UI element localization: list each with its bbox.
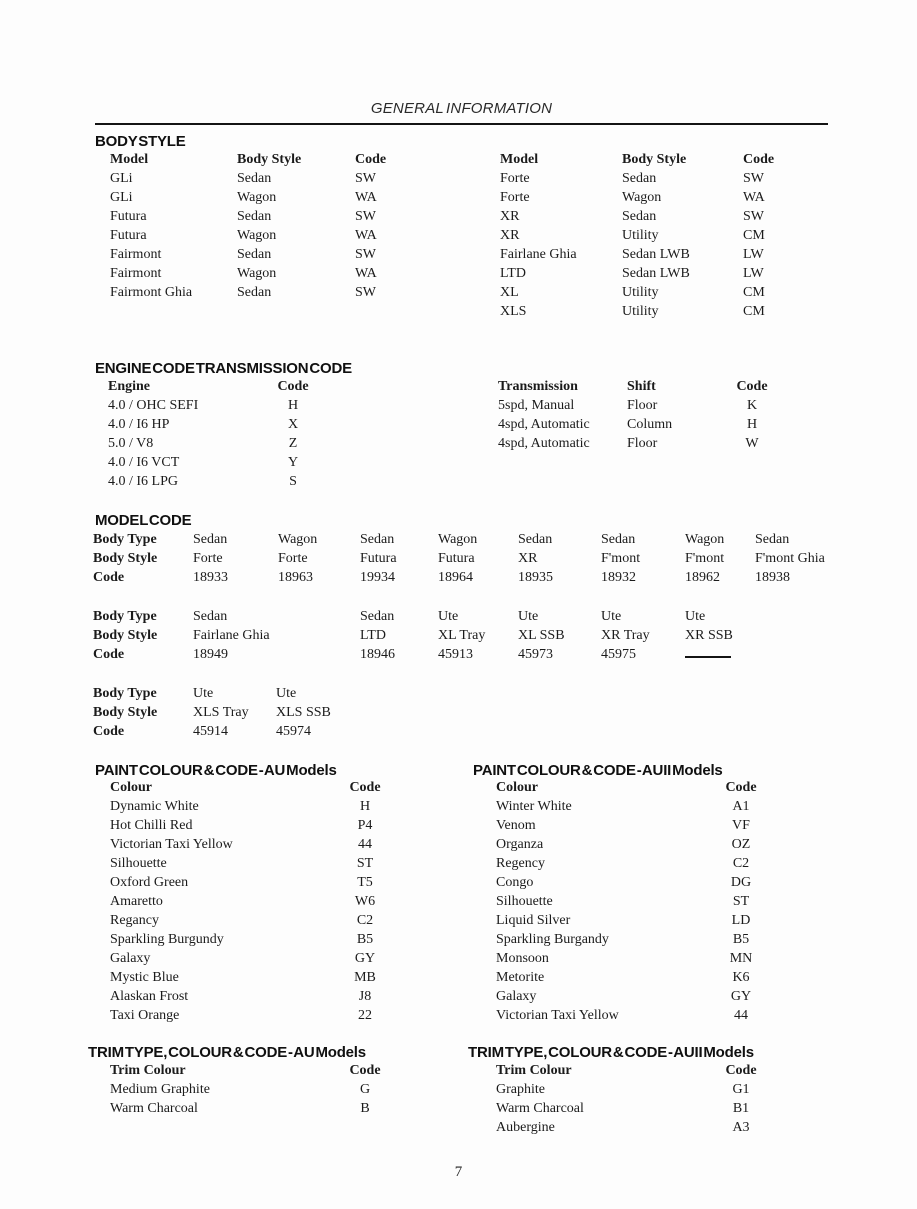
table-cell: Victorian Taxi Yellow	[496, 1008, 619, 1023]
body-style-left-table	[110, 150, 435, 302]
table-cell: XL Tray	[438, 628, 486, 643]
table-cell: VF	[732, 818, 750, 833]
table-cell: J8	[358, 989, 372, 1004]
table-row	[110, 207, 435, 226]
column-header: Body Style	[622, 152, 687, 167]
table-row	[93, 607, 775, 626]
table-cell: LW	[743, 266, 764, 281]
table-cell: 18932	[601, 570, 636, 585]
table-row	[110, 264, 435, 283]
table-cell: 4.0 / I6 LPG	[108, 474, 178, 489]
table-cell: Victorian Taxi Yellow	[110, 837, 233, 852]
table-row	[93, 568, 865, 587]
table-cell: Sedan	[518, 532, 553, 547]
table-row	[496, 854, 771, 873]
table-cell: XR	[500, 228, 520, 243]
column-header: Trim Colour	[496, 1063, 572, 1078]
table-cell: 4.0 / OHC SEFI	[108, 398, 199, 413]
transmission-code-table	[498, 377, 782, 453]
table-cell: XR SSB	[685, 628, 733, 643]
paint-auii-heading: PAINT COLOUR & CODE - AUII Models	[473, 762, 723, 779]
table-cell: Sedan	[360, 609, 395, 624]
table-cell: F'mont	[601, 551, 641, 566]
table-cell: 45975	[601, 647, 636, 662]
table-cell: 19934	[360, 570, 395, 585]
table-row	[110, 911, 395, 930]
table-header-row	[500, 150, 823, 169]
table-cell: Body Type	[93, 686, 157, 701]
column-header: Engine	[108, 379, 151, 394]
table-cell: Body Style	[93, 705, 158, 720]
table-cell: GLi	[110, 190, 133, 205]
table-cell: LD	[731, 913, 751, 928]
table-cell: CM	[743, 285, 765, 300]
table-cell: 18938	[755, 570, 790, 585]
table-row	[110, 892, 395, 911]
table-cell: H	[746, 417, 758, 432]
table-header-row	[108, 377, 323, 396]
table-cell: XLS Tray	[193, 705, 249, 720]
table-cell: 45973	[518, 647, 553, 662]
table-cell: Mystic Blue	[110, 970, 179, 985]
table-cell: XLS	[500, 304, 527, 319]
table-row	[496, 835, 771, 854]
table-row	[110, 835, 395, 854]
table-cell: Sedan LWB	[622, 266, 690, 281]
table-cell: Venom	[496, 818, 536, 833]
table-cell: Sedan	[360, 532, 395, 547]
table-cell: Ute	[276, 686, 297, 701]
column-header: Shift	[627, 379, 656, 394]
table-cell: Graphite	[496, 1082, 545, 1097]
table-cell: Futura	[110, 209, 147, 224]
table-row	[500, 207, 823, 226]
table-cell: Liquid Silver	[496, 913, 571, 928]
table-cell: 45914	[193, 724, 228, 739]
table-cell: DG	[730, 875, 752, 890]
table-row	[496, 1099, 771, 1118]
table-cell: 22	[358, 1008, 372, 1023]
model-code-heading: MODEL CODE	[95, 512, 192, 529]
table-cell: G1	[732, 1082, 750, 1097]
table-cell: 18963	[278, 570, 313, 585]
table-row	[496, 892, 771, 911]
table-cell: 5spd, Manual	[498, 398, 575, 413]
table-cell: 18962	[685, 570, 720, 585]
table-cell: XR	[518, 551, 538, 566]
column-header: Colour	[496, 780, 538, 795]
table-cell: Sedan LWB	[622, 247, 690, 262]
table-row	[110, 188, 435, 207]
column-header: Colour	[110, 780, 152, 795]
table-cell: SW	[743, 209, 764, 224]
table-row	[496, 873, 771, 892]
table-cell	[685, 645, 775, 664]
column-header: Code	[736, 379, 768, 394]
table-cell: H	[287, 398, 299, 413]
table-cell: Sedan	[237, 247, 272, 262]
table-cell: 4spd, Automatic	[498, 436, 590, 451]
table-cell: GLi	[110, 171, 133, 186]
paint-auii-table	[496, 778, 771, 1025]
column-header: Code	[743, 152, 775, 167]
table-cell: 4.0 / I6 VCT	[108, 455, 180, 470]
body-style-right-table	[500, 150, 823, 321]
table-cell: Sedan	[622, 171, 657, 186]
trim-au-heading: TRIM TYPE, COLOUR & CODE - AU Models	[88, 1044, 366, 1061]
table-row	[110, 968, 395, 987]
table-cell: WA	[355, 190, 377, 205]
table-cell: SW	[355, 247, 376, 262]
table-row	[110, 873, 395, 892]
table-cell: Sedan	[622, 209, 657, 224]
table-row	[108, 415, 323, 434]
table-cell: W6	[354, 894, 376, 909]
table-cell: Body Style	[93, 551, 158, 566]
table-cell: Wagon	[278, 532, 318, 547]
table-row	[93, 530, 865, 549]
table-cell: Floor	[627, 398, 658, 413]
table-cell: SW	[355, 171, 376, 186]
table-header-row	[498, 377, 782, 396]
table-header-row	[110, 150, 435, 169]
table-row	[110, 245, 435, 264]
table-cell: 45974	[276, 724, 311, 739]
table-row	[110, 1080, 395, 1099]
table-row	[93, 703, 366, 722]
table-row	[108, 396, 323, 415]
table-cell: Code	[93, 570, 125, 585]
table-row	[93, 722, 366, 741]
column-header: Code	[725, 780, 757, 795]
table-cell: GY	[730, 989, 752, 1004]
table-cell: ST	[732, 894, 750, 909]
table-row	[496, 987, 771, 1006]
table-cell: Fairmont Ghia	[110, 285, 193, 300]
table-cell: Galaxy	[496, 989, 537, 1004]
table-row	[110, 949, 395, 968]
trim-au-table	[110, 1061, 395, 1118]
table-cell: OZ	[731, 837, 751, 852]
table-row	[93, 626, 775, 645]
column-header: Code	[355, 152, 387, 167]
table-cell: Wagon	[622, 190, 662, 205]
table-cell: SW	[355, 209, 376, 224]
table-cell: Sedan	[755, 532, 790, 547]
table-cell: Forte	[500, 171, 530, 186]
table-cell: 18949	[193, 647, 228, 662]
table-cell: Futura	[438, 551, 475, 566]
model-code-block-2	[93, 607, 775, 664]
table-cell: Sparkling Burgandy	[496, 932, 609, 947]
table-cell: Body Style	[93, 628, 158, 643]
table-cell: Sedan	[237, 285, 272, 300]
table-cell: Sedan	[601, 532, 636, 547]
table-row	[110, 169, 435, 188]
table-cell: LTD	[500, 266, 526, 281]
table-row	[498, 415, 782, 434]
table-cell: 45913	[438, 647, 473, 662]
table-cell: Futura	[360, 551, 397, 566]
table-cell: 5.0 / V8	[108, 436, 154, 451]
table-row	[108, 453, 323, 472]
page-number: 7	[454, 1164, 463, 1180]
table-cell: K	[746, 398, 758, 413]
table-cell: Warm Charcoal	[496, 1101, 584, 1116]
table-cell: Dynamic White	[110, 799, 199, 814]
table-cell: Z	[288, 436, 298, 451]
table-cell: Column	[627, 417, 673, 432]
column-header: Trim Colour	[110, 1063, 186, 1078]
column-header: Body Style	[237, 152, 302, 167]
table-cell: Sparkling Burgundy	[110, 932, 224, 947]
table-row	[496, 797, 771, 816]
table-cell: Sedan	[193, 532, 228, 547]
table-row	[110, 797, 395, 816]
table-cell: 18964	[438, 570, 473, 585]
page-header-title: GENERAL INFORMATION	[370, 100, 553, 117]
table-cell: Silhouette	[496, 894, 553, 909]
table-cell: Alaskan Frost	[110, 989, 189, 1004]
table-cell: Body Type	[93, 609, 157, 624]
table-cell: Ute	[193, 686, 214, 701]
table-row	[93, 549, 865, 568]
table-cell: Monsoon	[496, 951, 549, 966]
table-cell: Code	[93, 647, 125, 662]
table-cell: XLS SSB	[276, 705, 331, 720]
table-row	[496, 968, 771, 987]
table-cell: Galaxy	[110, 951, 151, 966]
table-cell: LW	[743, 247, 764, 262]
table-cell: GY	[354, 951, 376, 966]
table-cell: Ute	[438, 609, 459, 624]
table-row	[500, 245, 823, 264]
table-cell: Code	[93, 724, 125, 739]
model-code-block-3	[93, 684, 366, 741]
table-cell: XR Tray	[601, 628, 650, 643]
table-cell: Fairlane Ghia	[193, 628, 270, 643]
table-cell: A1	[732, 799, 750, 814]
table-row	[500, 283, 823, 302]
table-row	[108, 472, 323, 491]
table-cell: SW	[355, 285, 376, 300]
table-row	[110, 816, 395, 835]
table-header-row	[110, 1061, 395, 1080]
table-row	[496, 816, 771, 835]
table-row	[108, 434, 323, 453]
table-cell: Forte	[193, 551, 223, 566]
body-style-heading: BODY STYLE	[95, 133, 186, 150]
column-header: Transmission	[498, 379, 578, 394]
table-cell: 44	[734, 1008, 748, 1023]
table-cell: Fairmont	[110, 266, 162, 281]
table-cell: WA	[355, 266, 377, 281]
table-row	[110, 1006, 395, 1025]
table-cell: Floor	[627, 436, 658, 451]
table-cell: Body Type	[93, 532, 157, 547]
table-cell: CM	[743, 304, 765, 319]
table-row	[496, 911, 771, 930]
trim-auii-table	[496, 1061, 771, 1137]
column-header: Model	[500, 152, 539, 167]
table-cell: B5	[732, 932, 750, 947]
engine-transmission-heading: ENGINE CODE TRANSMISSION CODE	[95, 360, 352, 377]
trim-auii-heading: TRIM TYPE, COLOUR & CODE - AUII Models	[468, 1044, 754, 1061]
table-cell: MB	[354, 970, 376, 985]
column-header: Model	[110, 152, 149, 167]
table-cell: Utility	[622, 285, 659, 300]
header-rule	[95, 123, 828, 125]
table-cell: XR	[500, 209, 520, 224]
table-cell: F'mont	[685, 551, 725, 566]
table-cell: WA	[355, 228, 377, 243]
table-row	[110, 226, 435, 245]
table-cell: T5	[357, 875, 373, 890]
table-cell: H	[359, 799, 371, 814]
table-row	[496, 1006, 771, 1025]
column-header: Code	[349, 780, 381, 795]
table-cell: Ute	[601, 609, 622, 624]
table-cell: Congo	[496, 875, 534, 890]
table-cell: Wagon	[438, 532, 478, 547]
table-row	[496, 930, 771, 949]
table-cell: 4spd, Automatic	[498, 417, 590, 432]
table-cell: Futura	[110, 228, 147, 243]
table-cell: 18946	[360, 647, 395, 662]
table-header-row	[496, 1061, 771, 1080]
table-cell: B5	[356, 932, 374, 947]
table-cell: W	[745, 436, 759, 451]
table-cell: Y	[287, 455, 299, 470]
table-cell: Regency	[496, 856, 545, 871]
table-cell: Oxford Green	[110, 875, 189, 890]
table-header-row	[496, 778, 771, 797]
table-cell: CM	[743, 228, 765, 243]
table-row	[496, 1080, 771, 1099]
table-cell: Taxi Orange	[110, 1008, 180, 1023]
table-cell: Sedan	[237, 209, 272, 224]
table-cell: Forte	[278, 551, 308, 566]
table-cell: Wagon	[237, 228, 277, 243]
table-cell: Regancy	[110, 913, 159, 928]
table-cell: XL	[500, 285, 519, 300]
column-header: Code	[725, 1063, 757, 1078]
table-cell: Medium Graphite	[110, 1082, 210, 1097]
table-cell: Aubergine	[496, 1120, 555, 1135]
table-row	[498, 396, 782, 415]
table-cell: Utility	[622, 304, 659, 319]
table-cell: 18935	[518, 570, 553, 585]
table-cell: C2	[732, 856, 750, 871]
table-cell: Silhouette	[110, 856, 167, 871]
table-cell: Fairlane Ghia	[500, 247, 577, 262]
table-cell: MN	[729, 951, 753, 966]
table-cell: F'mont Ghia	[755, 551, 825, 566]
table-cell: 18933	[193, 570, 228, 585]
table-cell: Organza	[496, 837, 544, 852]
table-header-row	[110, 778, 395, 797]
table-row	[496, 1118, 771, 1137]
table-cell: K6	[732, 970, 750, 985]
table-cell: Ute	[518, 609, 539, 624]
table-cell: P4	[357, 818, 373, 833]
column-header: Code	[277, 379, 309, 394]
table-cell: Hot Chilli Red	[110, 818, 193, 833]
table-cell: ST	[356, 856, 374, 871]
table-cell: WA	[743, 190, 765, 205]
table-cell: Wagon	[237, 190, 277, 205]
table-cell: Amaretto	[110, 894, 163, 909]
table-cell: LTD	[360, 628, 386, 643]
table-row	[110, 854, 395, 873]
paint-au-table	[110, 778, 395, 1025]
table-row	[93, 684, 366, 703]
table-cell: Warm Charcoal	[110, 1101, 198, 1116]
table-cell: B1	[732, 1101, 750, 1116]
table-cell: X	[287, 417, 299, 432]
table-cell: Sedan	[237, 171, 272, 186]
table-cell: B	[360, 1101, 370, 1116]
table-cell: 4.0 / I6 HP	[108, 417, 170, 432]
table-row	[498, 434, 782, 453]
column-header: Code	[349, 1063, 381, 1078]
engine-code-table	[108, 377, 323, 491]
table-cell: Ute	[685, 609, 706, 624]
table-row	[500, 264, 823, 283]
blank-code-line	[685, 645, 731, 658]
table-cell: Wagon	[237, 266, 277, 281]
table-row	[110, 930, 395, 949]
table-row	[500, 188, 823, 207]
table-cell: Fairmont	[110, 247, 162, 262]
table-row	[110, 987, 395, 1006]
table-cell: G	[359, 1082, 371, 1097]
table-row	[93, 645, 775, 664]
model-code-block-1	[93, 530, 865, 587]
paint-au-heading: PAINT COLOUR & CODE - AU Models	[95, 762, 337, 779]
table-cell: SW	[743, 171, 764, 186]
table-cell: Utility	[622, 228, 659, 243]
table-cell: Forte	[500, 190, 530, 205]
table-row	[500, 226, 823, 245]
table-cell: Wagon	[685, 532, 725, 547]
table-cell: Winter White	[496, 799, 572, 814]
table-row	[496, 949, 771, 968]
table-cell: Metorite	[496, 970, 545, 985]
table-row	[110, 1099, 395, 1118]
table-cell: A3	[732, 1120, 750, 1135]
table-cell: C2	[356, 913, 374, 928]
table-cell: Sedan	[193, 609, 228, 624]
table-row	[110, 283, 435, 302]
table-row	[500, 302, 823, 321]
table-row	[500, 169, 823, 188]
table-cell: S	[289, 474, 297, 489]
table-cell: 44	[358, 837, 372, 852]
table-cell: XL SSB	[518, 628, 565, 643]
